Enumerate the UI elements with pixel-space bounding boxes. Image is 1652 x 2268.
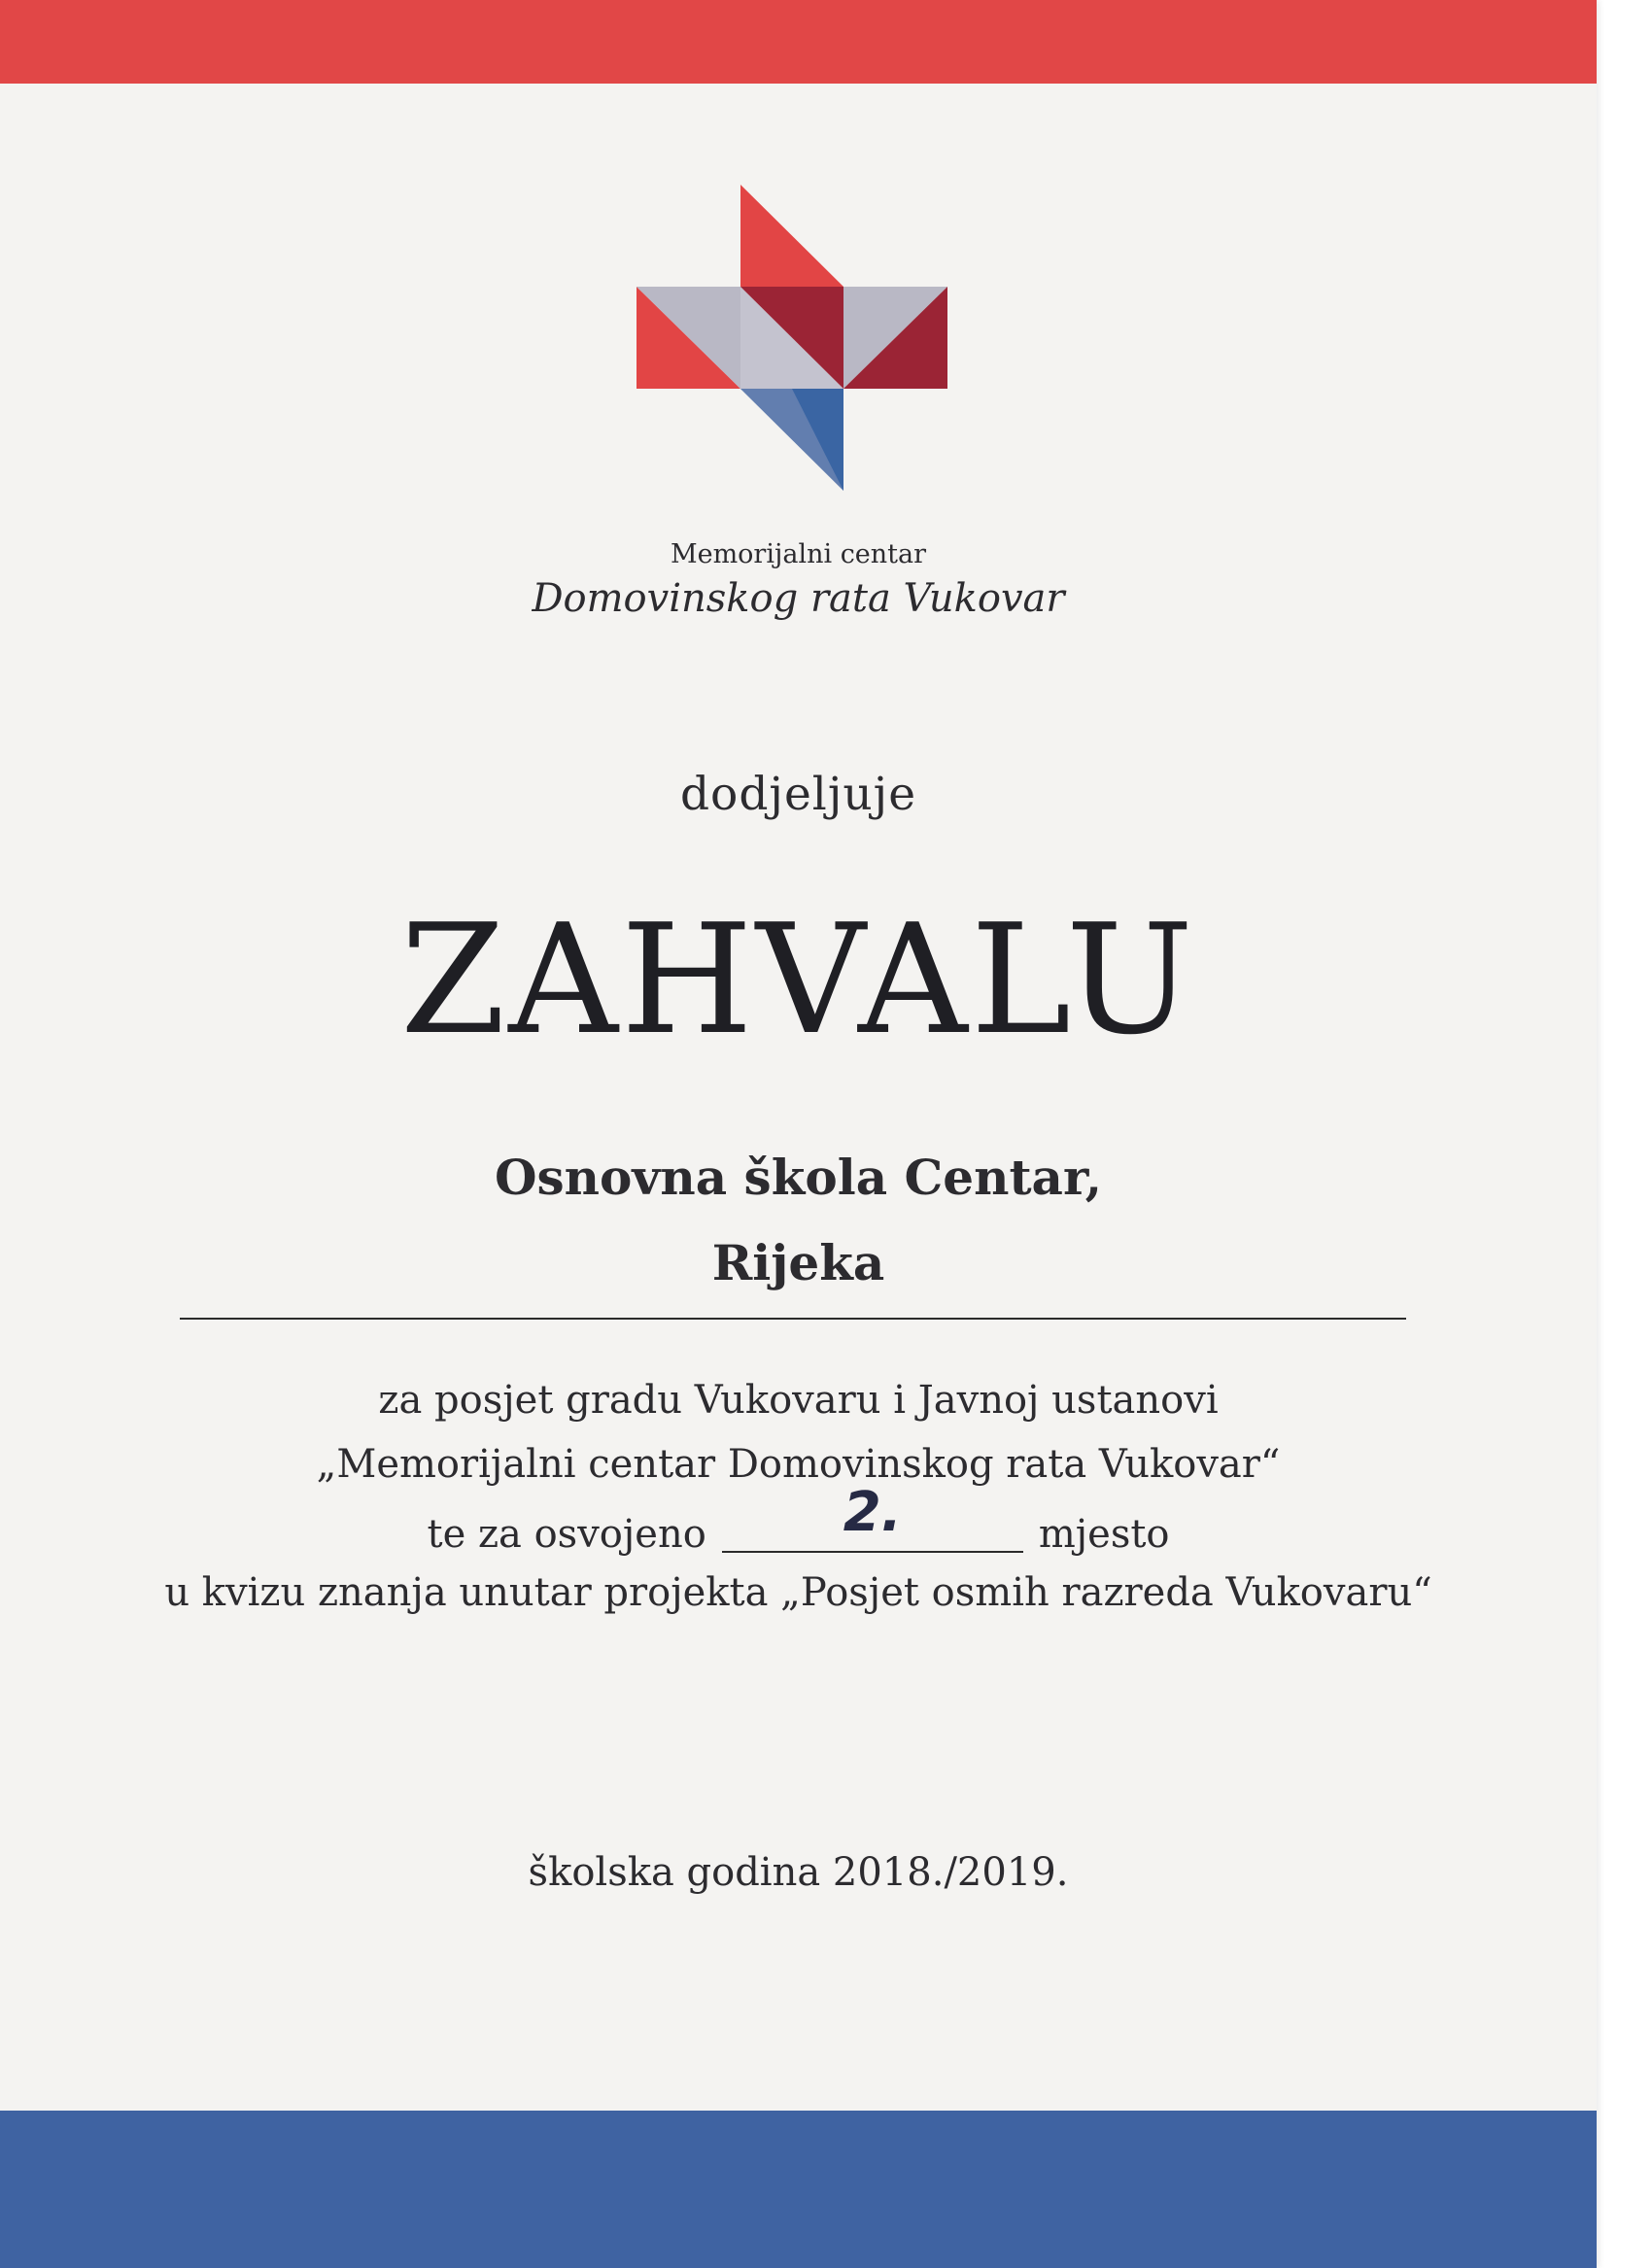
school-year: školska godina 2018./2019.	[528, 1850, 1069, 1895]
awards-text: dodjeljuje	[679, 768, 917, 821]
org-name-line1: Memorijalni centar	[670, 539, 927, 569]
recipient-city: Rijeka	[711, 1234, 885, 1291]
body-line-3-after: mjesto	[1038, 1512, 1170, 1557]
recipient-underline	[180, 1318, 1406, 1320]
placement-blank	[722, 1481, 1023, 1553]
body-line-2: „Memorijalni centar Domovinskog rata Vukovar“	[316, 1442, 1281, 1487]
top-red-band	[0, 0, 1597, 84]
bottom-blue-band	[0, 2111, 1597, 2268]
placement-handwritten: 2.	[843, 1481, 902, 1544]
org-name-line2: Domovinskog rata Vukovar	[532, 576, 1065, 621]
logo-top-red-triangle	[740, 185, 843, 287]
certificate-title: ZAHVALU	[399, 891, 1197, 1068]
body-line-1: za posjet gradu Vukovaru i Javnoj ustanovi	[378, 1378, 1219, 1423]
memorial-center-logo-icon	[637, 185, 947, 491]
body-line-3	[0, 1481, 1597, 1557]
body-line-4: u kvizu znanja unutar projekta „Posjet osmih razreda Vukovaru“	[164, 1570, 1432, 1615]
body-line-3-before: te za osvojeno	[427, 1512, 706, 1557]
recipient-name: Osnovna škola Centar,	[494, 1149, 1103, 1206]
